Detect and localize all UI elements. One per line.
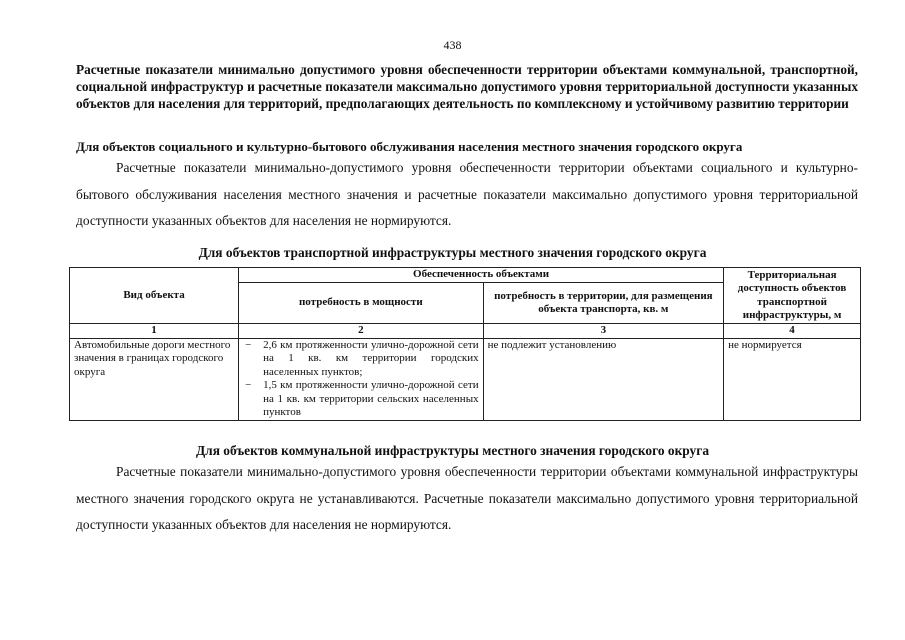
list-item: − 2,6 км протяженности улично-дорожной сети на 1 кв. км территории городских населенных пунктов; [243,339,479,380]
page-number: 438 [443,38,462,52]
header-accessibility: Территориальная доступность объектов транспортной инфраструктуры, м [724,268,861,324]
table-header-row [70,268,861,283]
header-provision-group: Обеспеченность объектами [239,268,724,283]
column-number: 2 [239,324,484,339]
header-object-type: Вид объекта [70,268,239,324]
header-capacity-need: потребность в мощности [239,283,484,324]
communal-subheading: Для объектов коммунальной инфраструктуры местного значения городского округа [195,443,710,458]
transport-table [69,267,861,421]
cell-territory: не подлежит установлению [483,338,724,420]
cell-object: Автомобильные дороги местного значения в границах городского округа [70,338,239,420]
social-paragraph: Расчетные показатели минимально-допустимого уровня обеспеченности территории объектами социального и культурно-бытового обслуживания населения местного значения и расчетные показатели максимально допустимого уровня территориальной доступности указанных объектов для населения не нормируются. [76,160,858,228]
column-number: 1 [70,324,239,339]
table-row [70,338,861,420]
column-number: 3 [483,324,724,339]
header-territory-need: потребность в территории, для размещения объекта транспорта, кв. м [483,283,724,324]
transport-table-title: Для объектов транспортной инфраструктуры местного значения городского округа [198,245,707,260]
cell-accessibility: не нормируется [724,338,861,420]
column-number-row [70,324,861,339]
capacity-list [243,339,479,420]
document-heading: Расчетные показатели минимально допустимого уровня обеспеченности территории объектами коммунальной, транспортной, социальной инфраструктур и расчетные показатели максимально допустимого уровня территориальной доступности указанных объектов для населения для территорий, предполагающих деятельность по комплексному и устойчивому развитию территории [76,62,858,111]
list-item: − 1,5 км протяженности улично-дорожной сети на 1 кв. км территории сельских населенных пунктов [243,379,479,420]
communal-paragraph: Расчетные показатели минимально-допустимого уровня обеспеченности территории объектами коммунальной инфраструктуры местного значения городского округа не устанавливаются. Расчетные показатели максимально допустимого уровня территориальной доступности указанных объектов для населения не нормируются. [76,464,858,532]
social-subheading: Для объектов социального и культурно-бытового обслуживания населения местного значения городского округа [76,139,743,154]
column-number: 4 [724,324,861,339]
cell-capacity [239,338,484,420]
